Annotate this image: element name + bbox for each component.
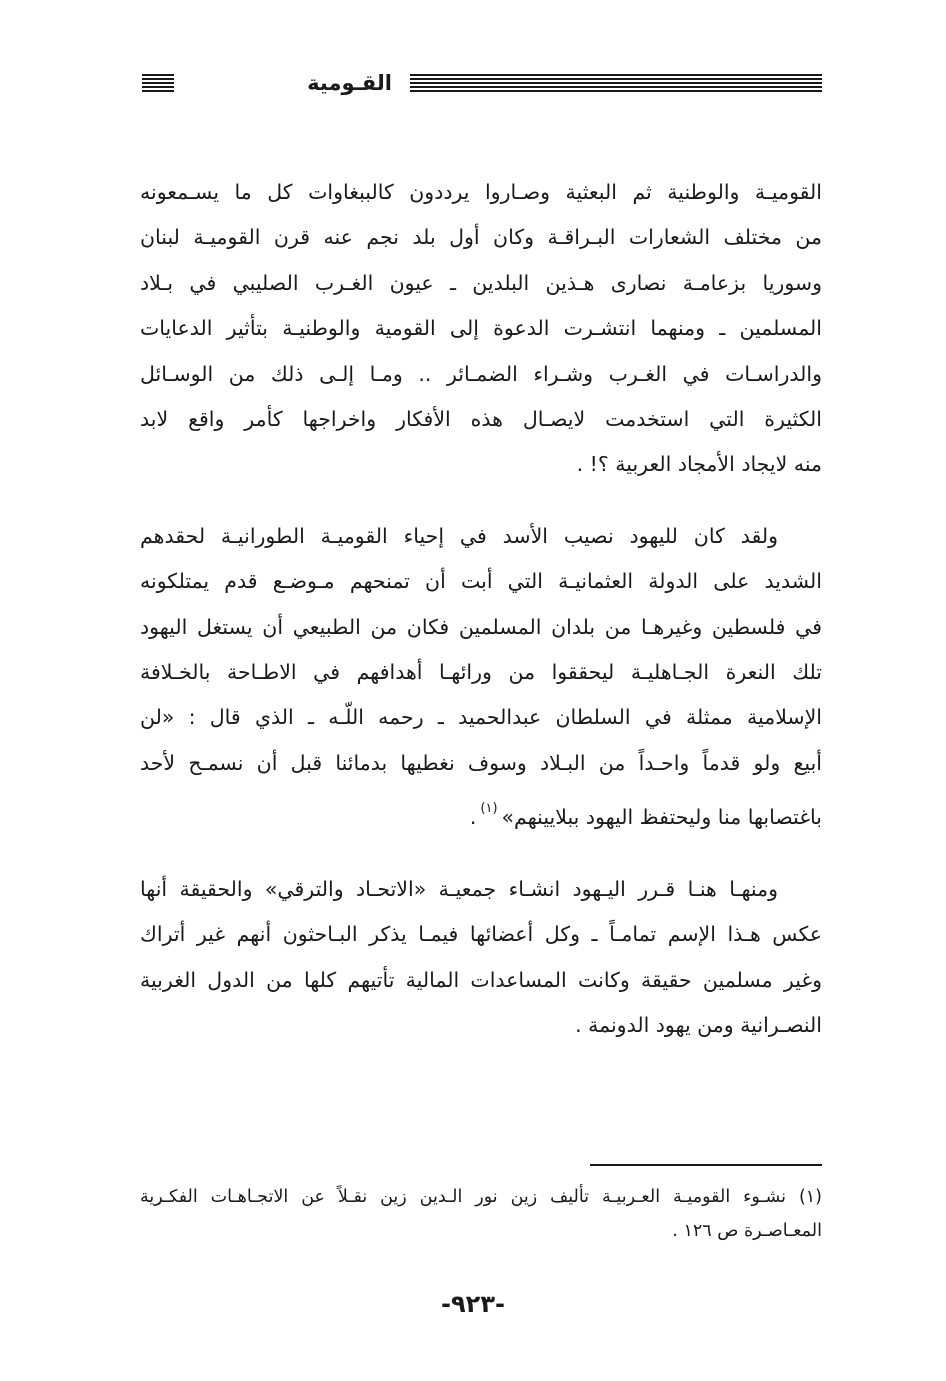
trailing-period: . bbox=[469, 805, 477, 830]
body-text bbox=[140, 170, 822, 1048]
header-rule-right bbox=[410, 74, 822, 92]
quote-end-text: باغتصابها منا وليحتفظ اليهود ببلايينهم» bbox=[501, 805, 822, 830]
footnote-line: المعـاصـرة ص ١٢٦ . bbox=[672, 1221, 822, 1241]
text-line: عكس هـذا الإسم تمامـاً ـ وكل أعضائها فيمـا يذكر البـاحثون أنهم غير أتراك bbox=[140, 922, 822, 947]
running-header bbox=[142, 72, 822, 96]
text-line: وسوريا بزعامـة نصارى هـذين البلدين ـ عيون الغـرب الصليبي في بـلاد bbox=[140, 270, 822, 295]
text-line: من مختلف الشعارات البـراقـة وكان أول بلد نجم عنه قرن القوميـة لبنان bbox=[140, 225, 822, 250]
text-line-last bbox=[140, 786, 822, 840]
text-line: المسلمين ـ ومنهما انتشـرت الدعوة إلى القومية والوطنيـة بتأثير الدعايات bbox=[140, 316, 822, 341]
text-line: والدراسـات في الغـرب وشـراء الضمـائر .. ومـا إلـى ذلك من الوسـائل bbox=[140, 361, 822, 386]
text-line: الكثيرة التي استخدمت لايصـال هذه الأفكار واخراجها كأمر واقع لابد bbox=[140, 407, 822, 432]
text-line: النصـرانية ومن يهود الدونمة . bbox=[575, 1012, 822, 1037]
paragraph-2 bbox=[140, 514, 822, 841]
text-line: القوميـة والوطنية ثم البعثية وصـاروا يرددون كالببغاوات كل ما يسـمعونه bbox=[140, 180, 822, 204]
running-title: القـومية bbox=[307, 71, 392, 95]
paragraph-1 bbox=[140, 170, 822, 488]
text-line: أبيع ولو قدماً واحـداً من البـلاد وسوف نغطيها بدمائنا قبل أن نسمـح لأحد bbox=[140, 750, 822, 775]
text-line: الشديد على الدولة العثمانيـة التي أبت أن تمنحهم مـوضـع قدم يمتلكونه bbox=[140, 569, 822, 594]
text-line: ولقد كان لليهود نصيب الأسد في إحياء القوميـة الطورانيـة لحقدهم bbox=[140, 523, 778, 548]
text-line: ومنهـا هنـا قـرر اليـهود انشـاء جمعيـة «الاتحـاد والترقي» والحقيقة أنها bbox=[140, 876, 778, 901]
text-line: الإسلامية ممثلة في السلطان عبدالحميد ـ رحمه اللّـه ـ الذي قال : «لن bbox=[140, 705, 822, 730]
footnote-line: (١) نشـوء القوميـة العـربيـة تأليف زين نور الـدين زين نقـلاً عن الاتجـاهـات الفكـرية bbox=[140, 1187, 822, 1207]
text-line: منه لايجاد الأمجاد العربية ؟! . bbox=[576, 452, 822, 477]
page-number: -٩٢٣- bbox=[441, 1290, 505, 1318]
text-line: في فلسطين وغيرهـا من بلدان المسلمين فكان من الطبيعي أن يستغل اليهود bbox=[140, 614, 822, 639]
footnote-separator bbox=[590, 1164, 822, 1166]
header-rule-left bbox=[142, 74, 174, 92]
text-line: وغير مسلمين حقيقة وكانت المساعدات المالية تأتيهم كلها من الدول الغربية bbox=[140, 967, 822, 992]
paragraph-3 bbox=[140, 867, 822, 1049]
footnote-reference[interactable]: (١) bbox=[480, 801, 498, 817]
text-line: تلك النعرة الجـاهليـة ليحققوا من ورائهـا أهدافهم في الاطـاحة بالخـلافة bbox=[140, 660, 822, 685]
footnote bbox=[140, 1180, 822, 1248]
